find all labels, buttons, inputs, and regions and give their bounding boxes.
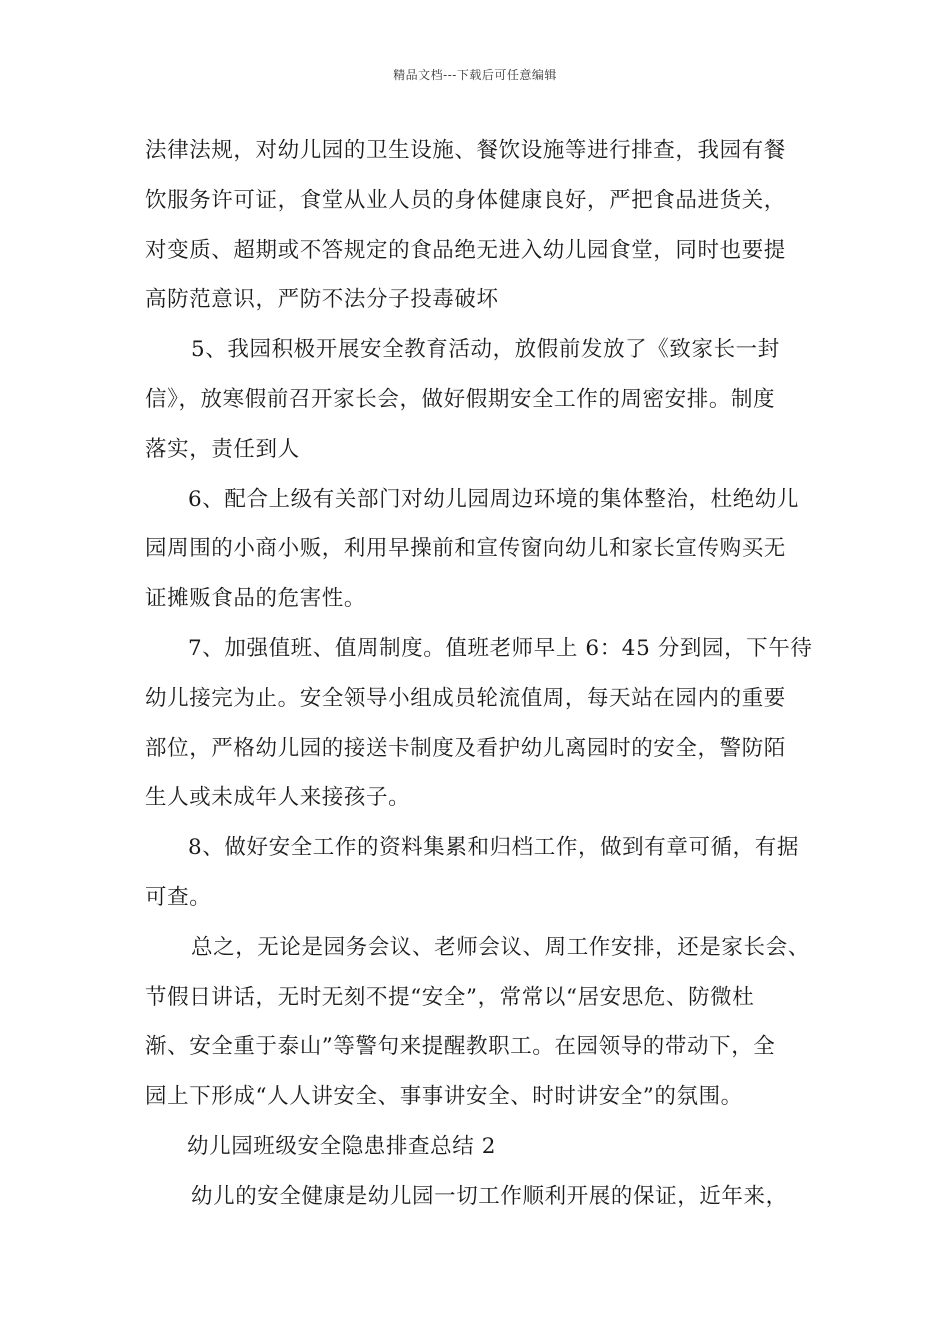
text-line: 渐、安全重于泰山”等警句来提醒教职工。在园领导的带动下，全	[145, 1034, 776, 1060]
text-line: 生人或未成年人来接孩子。	[145, 785, 411, 811]
text-line: 信》，放寒假前召开家长会，做好假期安全工作的周密安排。制度	[145, 386, 776, 412]
text-line: 幼儿的安全健康是幼儿园一切工作顺利开展的保证，近年来，	[191, 1183, 788, 1209]
text-line: 园周围的小商小贩，利用早操前和宣传窗向幼儿和家长宣传购买无	[145, 536, 786, 562]
text-line: 总之，无论是园务会议、老师会议、周工作安排，还是家长会、	[191, 934, 810, 960]
text-line: 节假日讲话，无时无刻不提“安全”，常常以“居安思危、防微杜	[145, 984, 755, 1010]
text-line: 高防范意识，严防不法分子投毒破坏	[145, 287, 499, 313]
text-line: 饮服务许可证，食堂从业人员的身体健康良好，严把食品进货关，	[145, 187, 786, 213]
text-line: 落实，责任到人	[145, 436, 300, 462]
text-line: 5、我园积极开展安全教育活动，放假前发放了《致家长一封	[191, 337, 780, 363]
text-line: 幼儿园班级安全隐患排查总结 2	[187, 1133, 497, 1159]
text-line: 可查。	[145, 884, 212, 910]
text-line: 法律法规，对幼儿园的卫生设施、餐饮设施等进行排查，我园有餐	[145, 138, 786, 163]
text-line: 园上下形成“人人讲安全、事事讲安全、时时讲安全”的氛围。	[145, 1084, 743, 1110]
text-line: 证摊贩食品的危害性。	[145, 586, 367, 612]
page-header: 精品文档---下载后可任意编辑	[393, 68, 557, 82]
text-line: 对变质、超期或不答规定的食品绝无进入幼儿园食堂，同时也要提	[145, 237, 786, 263]
text-line: 幼儿接完为止。安全领导小组成员轮流值周，每天站在园内的重要	[145, 685, 786, 711]
text-line: 8、做好安全工作的资料集累和归档工作，做到有章可循，有据	[188, 835, 799, 861]
document-body	[145, 126, 820, 1222]
text-line: 7、加强值班、值周制度。值班老师早上 6：45 分到园，下午待	[188, 635, 813, 661]
text-line: 部位，严格幼儿园的接送卡制度及看护幼儿离园时的安全，警防陌	[145, 735, 786, 761]
text-line: 6、配合上级有关部门对幼儿园周边环境的集体整治，杜绝幼儿	[188, 486, 799, 512]
